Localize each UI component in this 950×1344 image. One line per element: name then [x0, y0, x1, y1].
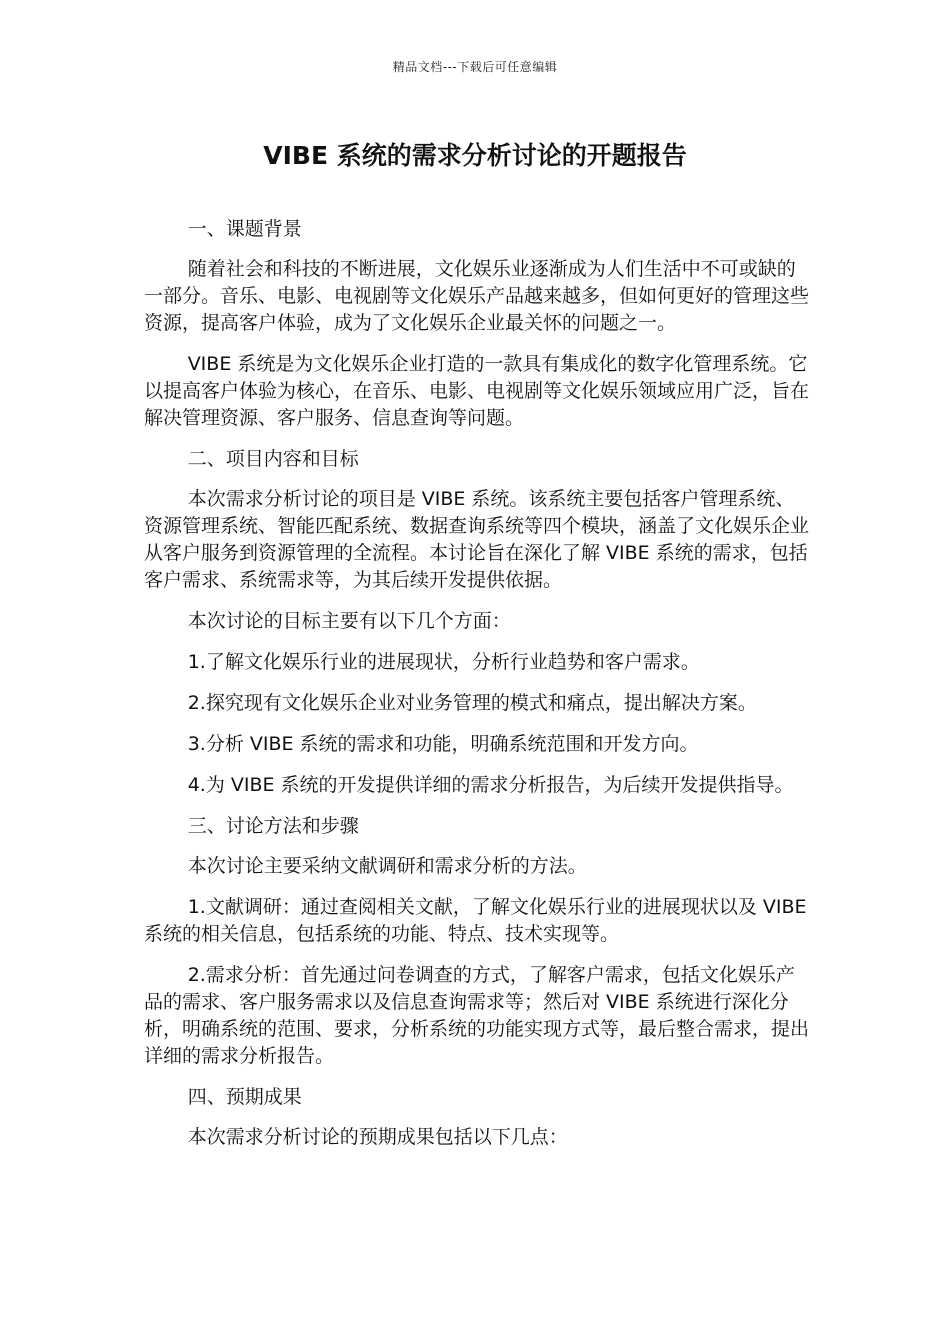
goal-item-1: 1.了解文化娱乐行业的进展现状，分析行业趋势和客户需求。: [187, 651, 700, 673]
paragraph-background-2: VIBE 系统是为文化娱乐企业打造的一款具有集成化的数字化管理系统。它以提高客户体验为核心，在音乐、电影、电视剧等文化娱乐领域应用广泛，旨在解决管理资源、客户服务、信息查询等问题。: [144, 353, 810, 429]
section-heading-methods: 三、讨论方法和步骤: [187, 815, 359, 837]
goal-item-2: 2.探究现有文化娱乐企业对业务管理的模式和痛点，提出解决方案。: [187, 692, 757, 714]
document-title: VIBE 系统的需求分析讨论的开题报告: [263, 141, 687, 170]
section-heading-content-goals: 二、项目内容和目标: [187, 448, 359, 470]
section-heading-expected-results: 四、预期成果: [187, 1086, 302, 1108]
section-heading-background: 一、课题背景: [187, 218, 302, 240]
document-body: [144, 216, 810, 1165]
paragraph-project-content: 本次需求分析讨论的项目是 VIBE 系统。该系统主要包括客户管理系统、资源管理系统、智能匹配系统、数据查询系统等四个模块，涵盖了文化娱乐企业从客户服务到资源管理的全流程。本讨论旨在深化了解 VIBE 系统的需求，包括客户需求、系统需求等，为其后续开发提供依据。: [144, 488, 810, 591]
paragraph-background-1: 随着社会和科技的不断进展，文化娱乐业逐渐成为人们生活中不可或缺的一部分。音乐、电影、电视剧等文化娱乐产品越来越多，但如何更好的管理这些资源，提高客户体验，成为了文化娱乐企业最关怀的问题之一。: [144, 258, 810, 334]
paragraph-expected-results-intro: 本次需求分析讨论的预期成果包括以下几点：: [187, 1126, 568, 1148]
goal-item-4: 4.为 VIBE 系统的开发提供详细的需求分析报告，为后续开发提供指导。: [187, 774, 794, 796]
method-item-1: 1.文献调研：通过查阅相关文献，了解文化娱乐行业的进展现状以及 VIBE 系统的相关信息，包括系统的功能、特点、技术实现等。: [144, 896, 807, 945]
paragraph-methods-intro: 本次讨论主要采纳文献调研和需求分析的方法。: [187, 855, 587, 877]
goal-item-3: 3.分析 VIBE 系统的需求和功能，明确系统范围和开发方向。: [187, 733, 699, 755]
page-header-note: 精品文档---下载后可任意编辑: [392, 60, 558, 74]
paragraph-goals-intro: 本次讨论的目标主要有以下几个方面：: [187, 610, 511, 632]
method-item-2: 2.需求分析：首先通过问卷调查的方式，了解客户需求，包括文化娱乐产品的需求、客户服务需求以及信息查询需求等；然后对 VIBE 系统进行深化分析，明确系统的范围、要求，分析系统的功能实现方式等，最后整合需求，提出详细的需求分析报告。: [144, 964, 810, 1067]
